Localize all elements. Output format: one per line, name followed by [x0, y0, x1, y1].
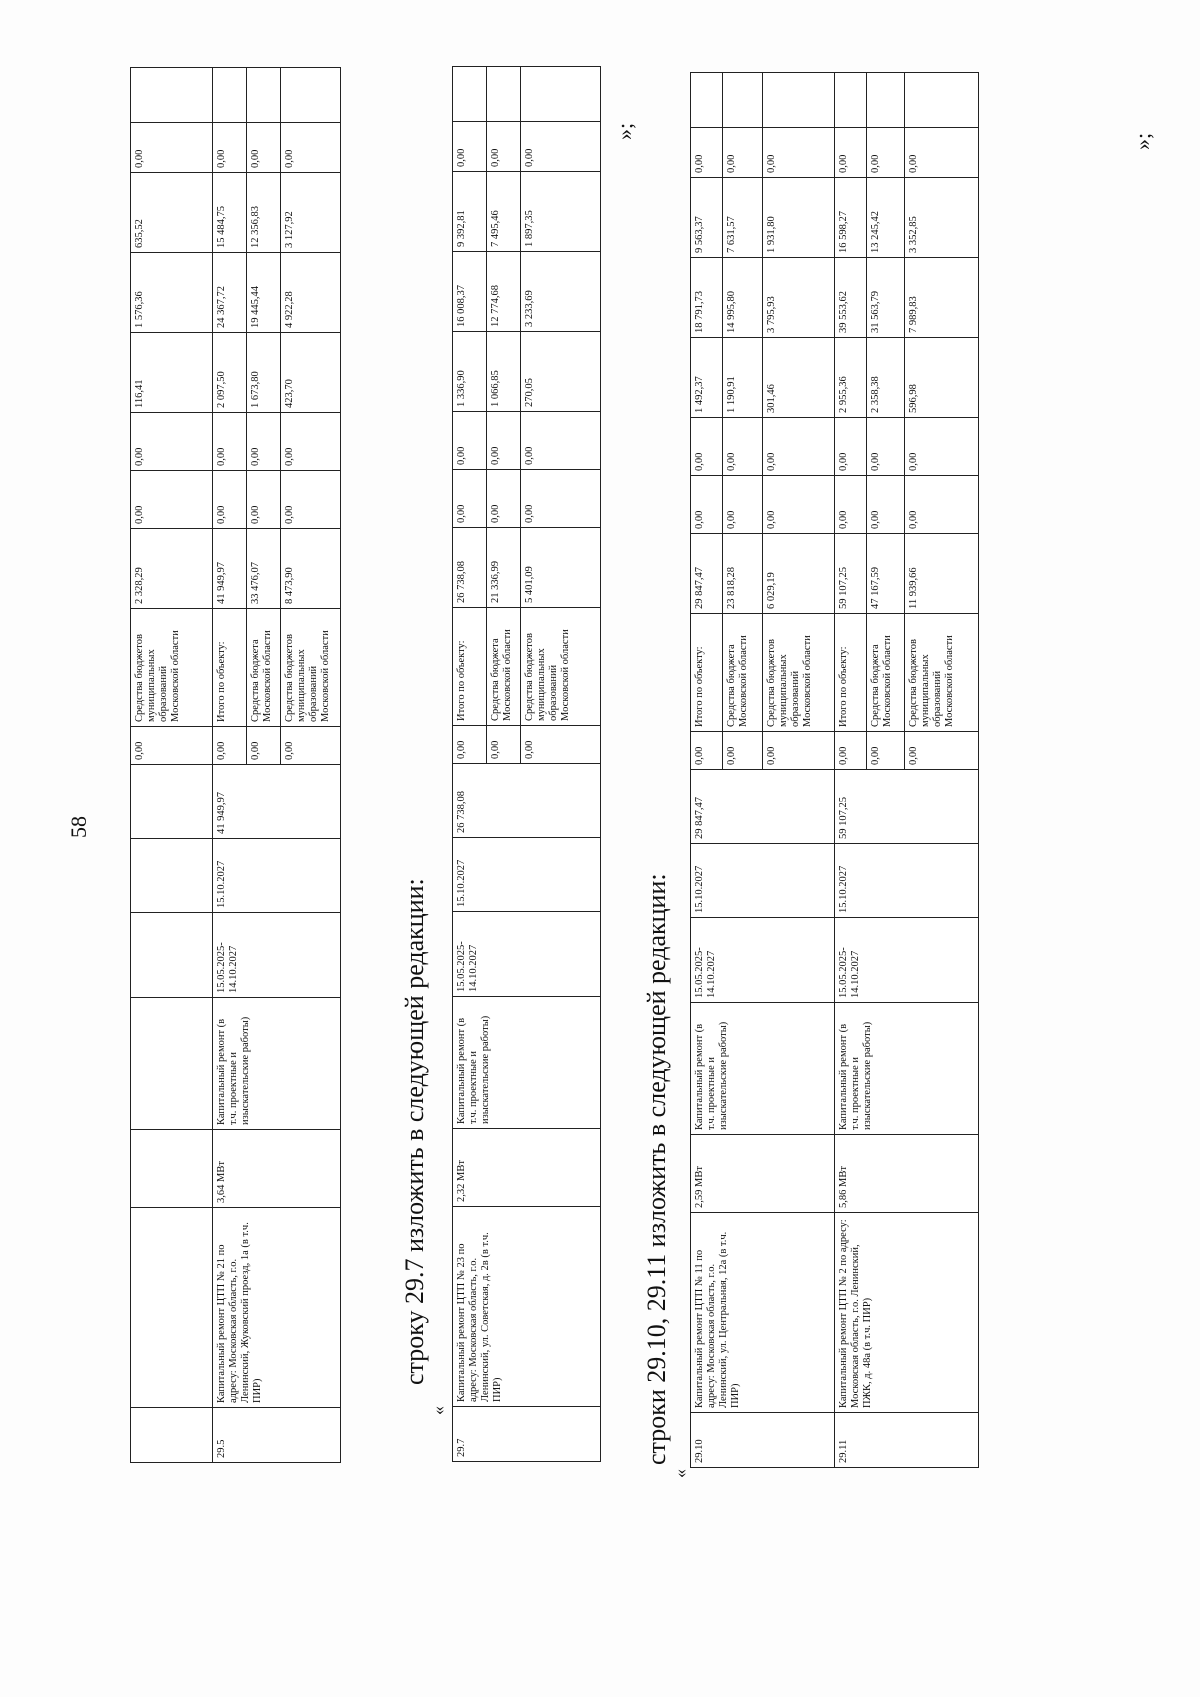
- capacity: 3,64 МВт: [213, 1130, 341, 1208]
- value-cell: 0,00: [867, 128, 905, 178]
- value-cell: 0,00: [131, 413, 213, 471]
- value-cell: 0,00: [691, 128, 723, 178]
- closing-mark: »;: [1130, 132, 1155, 150]
- value-cell: 0,00: [131, 471, 213, 529]
- object-name: Капитальный ремонт ЦТП № 23 по адресу: Московская область, г.о. Ленинский, ул. Советская, д. 2в (в т.ч. ПИР): [453, 1207, 601, 1407]
- value-cell: 0,00: [247, 471, 281, 529]
- fin-cell: 0,00: [835, 732, 867, 770]
- value-cell: 7 631,57: [723, 178, 763, 258]
- value-cell: 0,00: [213, 123, 247, 173]
- value-cell: 0,00: [281, 413, 341, 471]
- table-row-29-7: [452, 66, 601, 1462]
- value-cell: 0,00: [521, 412, 601, 470]
- value-cell: 29 847,47: [691, 534, 723, 614]
- fin-cell: 0,00: [691, 732, 723, 770]
- closing-mark: »;: [612, 122, 637, 140]
- value-cell: 15 484,75: [213, 173, 247, 253]
- fin-cell: 0,00: [867, 732, 905, 770]
- value-cell: 1 673,80: [247, 333, 281, 413]
- value-cell: 9 563,37: [691, 178, 723, 258]
- value-cell: 1 931,80: [763, 178, 835, 258]
- value-cell: 0,00: [453, 412, 487, 470]
- value-cell: 0,00: [487, 412, 521, 470]
- end-date: 15.10.2027: [213, 839, 341, 913]
- end-date: 15.10.2027: [835, 844, 979, 918]
- table-row: [835, 73, 867, 1468]
- source-cell: Средства бюджета Московской области: [247, 609, 281, 727]
- source-cell: Средства бюджетов муниципальных образований Московской области: [521, 608, 601, 726]
- capacity: 2,59 МВт: [691, 1135, 835, 1213]
- value-cell: 3 352,85: [905, 178, 979, 258]
- value-cell: 0,00: [691, 418, 723, 476]
- value-cell: 7 495,46: [487, 172, 521, 252]
- value-cell: 7 989,83: [905, 258, 979, 338]
- fin-cell: 0,00: [905, 732, 979, 770]
- value-cell: 18 791,73: [691, 258, 723, 338]
- value-cell: 39 553,62: [835, 258, 867, 338]
- period: 15.05.2025-14.10.2027: [453, 912, 601, 997]
- end-date: 15.10.2027: [691, 844, 835, 918]
- value-cell: 14 995,80: [723, 258, 763, 338]
- value-cell: 26 738,08: [453, 528, 487, 608]
- value-cell: 0,00: [905, 128, 979, 178]
- table-mid-wrapper: [452, 66, 601, 1462]
- capacity: 2,32 МВт: [453, 1129, 601, 1207]
- value-cell: 41 949,97: [213, 529, 247, 609]
- value-cell: 16 598,27: [835, 178, 867, 258]
- fin-cell: 0,00: [281, 727, 341, 765]
- table-row: [453, 67, 487, 1462]
- value-cell: 1 066,85: [487, 332, 521, 412]
- source-cell: Средства бюджета Московской области: [867, 614, 905, 732]
- value-cell: 0,00: [487, 470, 521, 528]
- period: 15.05.2025-14.10.2027: [835, 918, 979, 1003]
- value-cell: 0,00: [723, 418, 763, 476]
- value-cell: 0,00: [867, 476, 905, 534]
- table-row: [131, 68, 213, 1463]
- value-cell: 1 336,90: [453, 332, 487, 412]
- value-cell: 3 233,69: [521, 252, 601, 332]
- value-cell: 0,00: [247, 123, 281, 173]
- value-cell: 0,00: [691, 476, 723, 534]
- value-cell: 0,00: [453, 470, 487, 528]
- value-cell: 2 328,29: [131, 529, 213, 609]
- source-cell: Средства бюджетов муниципальных образований Московской области: [281, 609, 341, 727]
- value-cell: 1 190,91: [723, 338, 763, 418]
- fin-cell: 0,00: [453, 726, 487, 764]
- open-quote: «: [670, 1469, 690, 1478]
- value-cell: 0,00: [905, 476, 979, 534]
- value-cell: 6 029,19: [763, 534, 835, 614]
- row-number: 29.11: [835, 1413, 979, 1468]
- source-cell: Итого по объекту:: [691, 614, 723, 732]
- fin-cell: 0,00: [131, 727, 213, 765]
- fin-cell: 0,00: [213, 727, 247, 765]
- table-top-wrapper: [130, 67, 341, 1463]
- table-row: [691, 73, 723, 1468]
- table-row: [213, 68, 247, 1463]
- value-cell: 1 492,37: [691, 338, 723, 418]
- capacity: 5,86 МВт: [835, 1135, 979, 1213]
- value-cell: 3 795,93: [763, 258, 835, 338]
- value-cell: 0,00: [723, 128, 763, 178]
- value-cell: 0,00: [763, 128, 835, 178]
- value-cell: 1 576,36: [131, 253, 213, 333]
- value-cell: 21 336,99: [487, 528, 521, 608]
- row-number: 29.7: [453, 1407, 601, 1462]
- source-cell: Средства бюджетов муниципальных образований Московской области: [131, 609, 213, 727]
- end-date: 15.10.2027: [453, 838, 601, 912]
- table-rows-29-10-29-11: [690, 72, 979, 1468]
- value-cell: 0,00: [763, 418, 835, 476]
- value-cell: 270,05: [521, 332, 601, 412]
- value-cell: 301,46: [763, 338, 835, 418]
- value-cell: 0,00: [521, 470, 601, 528]
- open-quote: «: [428, 1406, 448, 1415]
- value-cell: 0,00: [247, 413, 281, 471]
- work-type: Капитальный ремонт (в т.ч. проектные и изыскательские работы): [213, 998, 341, 1130]
- value-cell: 4 922,28: [281, 253, 341, 333]
- work-type: Капитальный ремонт (в т.ч. проектные и изыскательские работы): [835, 1003, 979, 1135]
- value-cell: 11 939,66: [905, 534, 979, 614]
- value-cell: 0,00: [905, 418, 979, 476]
- fin-cell: 0,00: [763, 732, 835, 770]
- object-name: Капитальный ремонт ЦТП № 21 по адресу: Московская область, г.о. Ленинский, Жуковский проезд, 1а (в т.ч. ПИР): [213, 1208, 341, 1408]
- value-cell: 423,70: [281, 333, 341, 413]
- value-cell: 12 356,83: [247, 173, 281, 253]
- value-cell: 2 955,36: [835, 338, 867, 418]
- value-cell: 0,00: [487, 122, 521, 172]
- heading-row-29-7: строку 29.7 изложить в следующей редакции:: [400, 878, 429, 1385]
- fin-cell: 0,00: [247, 727, 281, 765]
- source-cell: Средства бюджета Московской области: [723, 614, 763, 732]
- cost: 29 847,47: [691, 770, 835, 844]
- value-cell: 0,00: [281, 123, 341, 173]
- value-cell: 0,00: [453, 122, 487, 172]
- value-cell: 5 401,09: [521, 528, 601, 608]
- work-type: Капитальный ремонт (в т.ч. проектные и изыскательские работы): [453, 997, 601, 1129]
- value-cell: 9 392,81: [453, 172, 487, 252]
- value-cell: 0,00: [213, 471, 247, 529]
- value-cell: 0,00: [281, 471, 341, 529]
- value-cell: 16 008,37: [453, 252, 487, 332]
- value-cell: 2 358,38: [867, 338, 905, 418]
- value-cell: 12 774,68: [487, 252, 521, 332]
- value-cell: 0,00: [867, 418, 905, 476]
- value-cell: 2 097,50: [213, 333, 247, 413]
- cost: 59 107,25: [835, 770, 979, 844]
- page-number: 58: [66, 816, 91, 838]
- value-cell: 0,00: [835, 476, 867, 534]
- cost: 41 949,97: [213, 765, 341, 839]
- cost: 26 738,08: [453, 764, 601, 838]
- value-cell: 0,00: [521, 122, 601, 172]
- row-number: 29.10: [691, 1413, 835, 1468]
- heading-rows-29-10-29-11: строки 29.10, 29.11 изложить в следующей редакции:: [642, 873, 671, 1465]
- value-cell: 47 167,59: [867, 534, 905, 614]
- source-cell: Средства бюджетов муниципальных образований Московской области: [763, 614, 835, 732]
- value-cell: 31 563,79: [867, 258, 905, 338]
- period: 15.05.2025-14.10.2027: [213, 913, 341, 998]
- value-cell: 23 818,28: [723, 534, 763, 614]
- value-cell: 0,00: [763, 476, 835, 534]
- value-cell: 0,00: [835, 128, 867, 178]
- value-cell: 635,52: [131, 173, 213, 253]
- value-cell: 0,00: [213, 413, 247, 471]
- table-top: [130, 67, 341, 1463]
- row-number: 29.5: [213, 1408, 341, 1463]
- fin-cell: 0,00: [487, 726, 521, 764]
- value-cell: 1 897,35: [521, 172, 601, 252]
- value-cell: 24 367,72: [213, 253, 247, 333]
- value-cell: 8 473,90: [281, 529, 341, 609]
- value-cell: 33 476,07: [247, 529, 281, 609]
- object-name: Капитальный ремонт ЦТП № 2 по адресу: Московская область, г.о. Ленинский, ПЖК, д. 48а (в т.ч. ПИР): [835, 1213, 979, 1413]
- fin-cell: 0,00: [521, 726, 601, 764]
- source-cell: Итого по объекту:: [213, 609, 247, 727]
- value-cell: 19 445,44: [247, 253, 281, 333]
- period: 15.05.2025-14.10.2027: [691, 918, 835, 1003]
- value-cell: 0,00: [131, 123, 213, 173]
- value-cell: 596,98: [905, 338, 979, 418]
- value-cell: 13 245,42: [867, 178, 905, 258]
- value-cell: 59 107,25: [835, 534, 867, 614]
- value-cell: 3 127,92: [281, 173, 341, 253]
- value-cell: 0,00: [835, 418, 867, 476]
- value-cell: 116,41: [131, 333, 213, 413]
- source-cell: Итого по объекту:: [453, 608, 487, 726]
- object-name: Капитальный ремонт ЦТП № 11 по адресу: Московская область, г.о. Ленинский, ул. Центральная, 12а (в т.ч. ПИР): [691, 1213, 835, 1413]
- work-type: Капитальный ремонт (в т.ч. проектные и изыскательские работы): [691, 1003, 835, 1135]
- table-bottom-wrapper: [690, 72, 979, 1468]
- fin-cell: 0,00: [723, 732, 763, 770]
- source-cell: Средства бюджета Московской области: [487, 608, 521, 726]
- source-cell: Средства бюджетов муниципальных образований Московской области: [905, 614, 979, 732]
- source-cell: Итого по объекту:: [835, 614, 867, 732]
- value-cell: 0,00: [723, 476, 763, 534]
